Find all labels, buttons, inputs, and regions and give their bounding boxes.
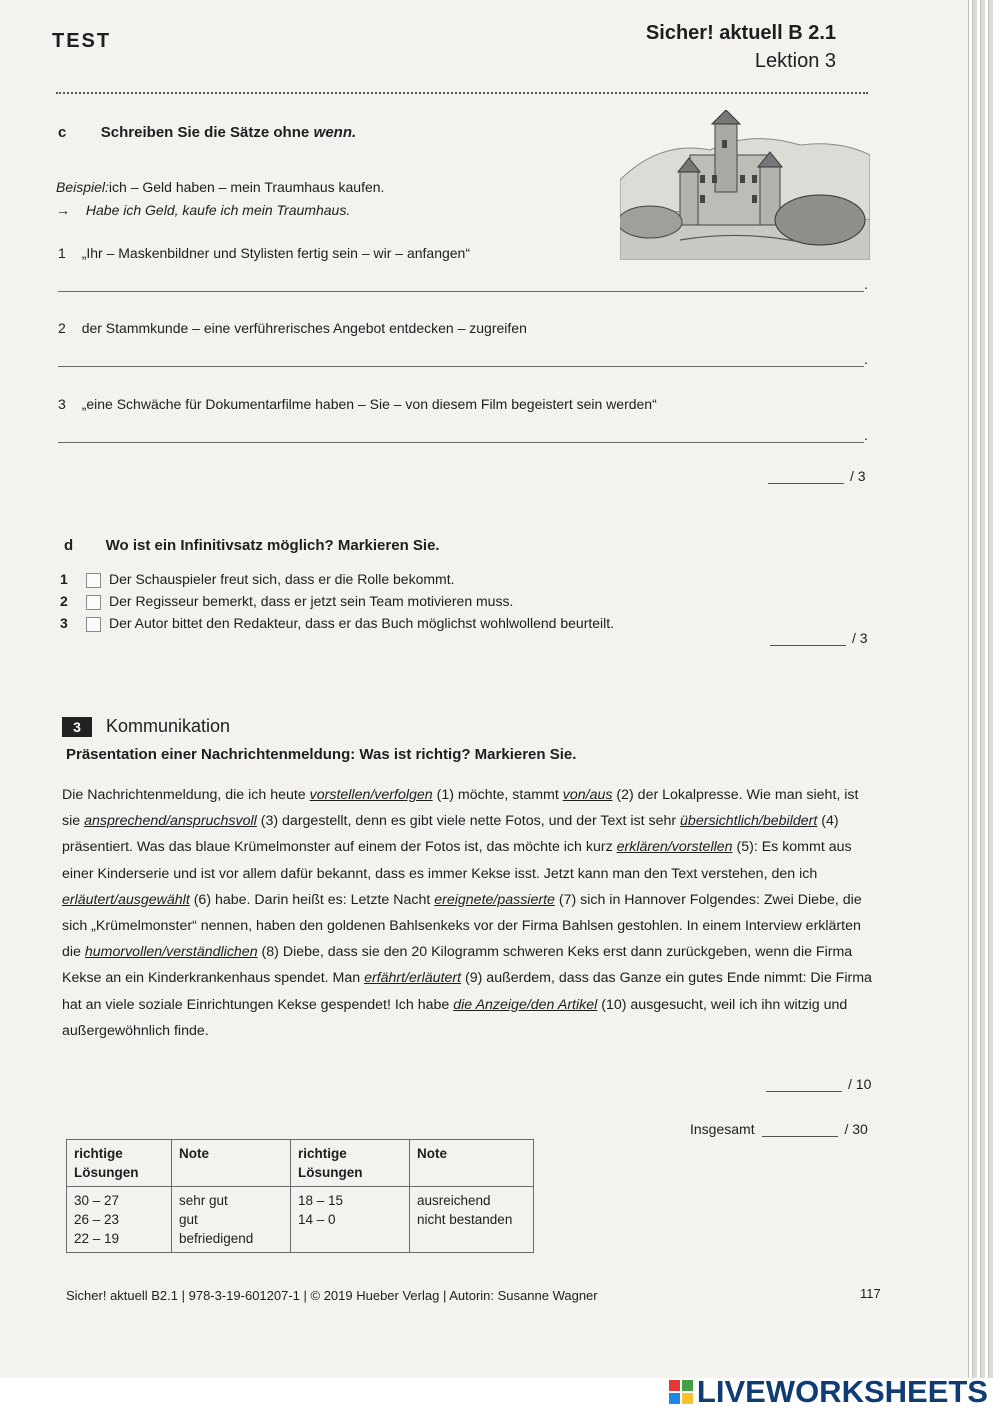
header-divider — [56, 92, 868, 94]
option-4[interactable]: übersichtlich/bebildert — [680, 813, 818, 830]
c-item-1 — [58, 242, 470, 264]
section-c-instruction: Schreiben Sie die Sätze ohne — [100, 124, 310, 141]
c-item-2-text: der Stammkunde – eine verführerisches Angebot entdecken – zugreifen — [81, 320, 527, 336]
para-text: (6) habe. Darin heißt es: Letzte Nacht — [189, 891, 435, 908]
total-label: Insgesamt — [690, 1121, 755, 1137]
c-item-3-answer-line[interactable] — [58, 442, 864, 443]
para-text: (1) möchte, stammt — [432, 787, 563, 803]
c-item-3-num: 3 — [58, 396, 66, 412]
d-item-2 — [60, 590, 513, 612]
section-3-task: Präsentation einer Nachrichtenmeldung: Was ist richtig? Markieren Sie. — [66, 746, 577, 763]
section-d-score — [770, 630, 868, 646]
c-item-2-answer-line[interactable] — [58, 366, 864, 367]
table-cell — [410, 1187, 534, 1253]
section-c-title — [58, 124, 356, 142]
section-d-letter: d — [64, 537, 74, 554]
option-10[interactable]: die Anzeige/den Artikel — [453, 996, 598, 1013]
para-text: (5): Es kommt aus einer Kinderserie und ist vor allem dafür bekannt, dass es immer Kekse isst. Jetzt kann man den Text verstehen, den ich — [62, 839, 852, 882]
section-d-instruction: Wo ist ein Infinitivsatz möglich? Markieren Sie. — [105, 537, 440, 554]
grade-4: ausreichend — [417, 1193, 491, 1208]
arrow-icon: → — [56, 202, 70, 218]
c-item-1-period: . — [864, 276, 868, 292]
example-label: Beispiel: — [56, 179, 109, 195]
page-edge — [988, 0, 993, 1378]
range-2: 26 – 23 — [74, 1212, 120, 1227]
option-5[interactable]: erklären/vorstellen — [616, 839, 733, 856]
d-item-1-num: 1 — [60, 571, 68, 587]
page-number: 117 — [860, 1286, 881, 1301]
para-text: (2) der Lokalpresse. Wie man sieht, ist sie — [62, 787, 859, 830]
d-item-3-checkbox[interactable] — [86, 617, 101, 632]
table-header: Note — [410, 1140, 534, 1187]
c-item-1-text: „Ihr – Maskenbildner und Stylisten fertig sein – wir – anfangen“ — [81, 245, 471, 261]
footer-text: Sicher! aktuell B2.1 | 978-3-19-601207-1 | © 2019 Hueber Verlag | Autorin: Susanne Wagner — [66, 1288, 598, 1303]
section-d-score-field[interactable] — [770, 631, 846, 646]
d-item-2-checkbox[interactable] — [86, 595, 101, 610]
d-item-1-text: Der Schauspieler freut sich, dass er die Rolle bekommt. — [109, 571, 455, 587]
grade-3: befriedigend — [179, 1231, 254, 1246]
example-text: ich – Geld haben – mein Traumhaus kaufen. — [108, 179, 385, 195]
section-3-header — [62, 716, 230, 737]
section-3-score-field[interactable] — [766, 1077, 842, 1092]
table-header: Note — [172, 1140, 291, 1187]
c-item-3 — [58, 393, 657, 415]
table-header: richtige Lösungen — [291, 1140, 410, 1187]
table-header: richtige Lösungen — [67, 1140, 172, 1187]
lesson-label: Lektion 3 — [754, 50, 836, 72]
option-3[interactable]: ansprechend/anspruchsvoll — [84, 813, 257, 830]
d-item-3 — [60, 612, 614, 634]
para-text: (9) außerdem, dass das Ganze ein gutes Ende nimmt: Die Firma hat an viele soziale Einrichtungen Kekse gespendet! Ich habe — [62, 970, 872, 1013]
d-item-3-num: 3 — [60, 615, 68, 631]
brand-logo — [669, 1374, 988, 1410]
section-3-score — [766, 1076, 871, 1092]
para-text: (10) ausgesucht, weil ich ihn witzig und außergewöhnlich finde. — [62, 996, 848, 1039]
para-text: (3) dargestellt, denn es gibt viele nette Fotos, und der Text ist sehr — [256, 813, 681, 830]
section-3-heading: Kommunikation — [106, 716, 231, 736]
c-item-1-answer-line[interactable] — [58, 291, 864, 292]
total-score-field[interactable] — [762, 1122, 838, 1137]
page-edge — [972, 0, 977, 1378]
para-text: (8) Diebe, dass sie den 20 Kilogramm schweren Keks erst dann zurückgeben, wenn die Firma Kekse an ein Kinderkrankenhaus spendet. Man — [62, 944, 853, 987]
c-item-2-period: . — [864, 351, 868, 367]
section-d-score-max: / 3 — [852, 630, 868, 646]
d-item-1-checkbox[interactable] — [86, 573, 101, 588]
grade-table — [66, 1139, 534, 1253]
range-4: 18 – 15 — [298, 1193, 344, 1208]
d-item-2-num: 2 — [60, 593, 68, 609]
section-c-score-field[interactable] — [768, 469, 844, 484]
section-3-paragraph — [62, 782, 874, 1044]
section-c-letter: c — [58, 124, 67, 141]
table-cell — [291, 1187, 410, 1253]
para-text: Die Nachrichtenmeldung, die ich heute — [62, 787, 310, 803]
table-header-row — [67, 1140, 534, 1187]
d-item-2-text: Der Regisseur bemerkt, dass er jetzt sein Team motivieren muss. — [109, 593, 514, 609]
section-c-instruction-em: wenn. — [313, 124, 357, 141]
para-text: (4) präsentiert. Was das blaue Krümelmonster auf einem der Fotos ist, das möchte ich kurz — [62, 813, 839, 856]
range-5: 14 – 0 — [298, 1212, 336, 1227]
table-row — [67, 1187, 534, 1253]
total-score-max: / 30 — [844, 1121, 868, 1137]
para-text: (7) sich in Hannover Folgendes: Zwei Diebe, die sich „Krümelmonster“ nennen, haben den goldenen Bahlsenkeks vor der Firma Bahlsen gestohlen. In einem Interview erklärten die — [62, 891, 862, 961]
section-3-number: 3 — [62, 717, 92, 737]
example-answer-line — [56, 199, 350, 221]
d-item-3-text: Der Autor bittet den Redakteur, dass er das Buch möglichst wohlwollend beurteilt. — [109, 615, 615, 631]
c-item-3-period: . — [864, 427, 868, 443]
d-item-1 — [60, 568, 454, 590]
book-title: Sicher! aktuell B 2.1 — [645, 22, 836, 44]
option-1[interactable]: vorstellen/verfolgen — [309, 787, 433, 803]
table-cell — [172, 1187, 291, 1253]
option-8[interactable]: humorvollen/verständlichen — [84, 944, 258, 961]
grade-2: gut — [179, 1212, 198, 1227]
section-3-score-max: / 10 — [848, 1076, 872, 1092]
grade-5: nicht bestanden — [417, 1212, 513, 1227]
castle-illustration — [620, 110, 870, 260]
section-d-title — [64, 537, 440, 555]
c-item-1-num: 1 — [58, 245, 66, 261]
option-9[interactable]: erfährt/erläutert — [364, 970, 462, 987]
option-2[interactable]: von/aus — [562, 787, 613, 803]
table-cell — [67, 1187, 172, 1253]
liveworksheets-icon — [669, 1380, 693, 1404]
section-c-score-max: / 3 — [850, 468, 866, 484]
total-score — [690, 1121, 868, 1137]
example-line — [56, 176, 384, 198]
c-item-2-num: 2 — [58, 320, 66, 336]
c-item-2 — [58, 317, 527, 339]
section-c-score — [768, 468, 866, 484]
example-answer: Habe ich Geld, kaufe ich mein Traumhaus. — [85, 202, 351, 218]
range-1: 30 – 27 — [74, 1193, 120, 1208]
c-item-3-text: „eine Schwäche für Dokumentarfilme haben – Sie – von diesem Film begeistert sein werden“ — [81, 396, 657, 412]
test-label: TEST — [52, 30, 112, 52]
option-6[interactable]: erläutert/ausgewählt — [62, 891, 190, 908]
brand-name: LIVEWORKSHEETS — [696, 1374, 988, 1409]
page-edge — [980, 0, 985, 1378]
option-7[interactable]: ereignete/passierte — [434, 891, 555, 908]
grade-1: sehr gut — [179, 1193, 228, 1208]
range-3: 22 – 19 — [74, 1231, 120, 1246]
